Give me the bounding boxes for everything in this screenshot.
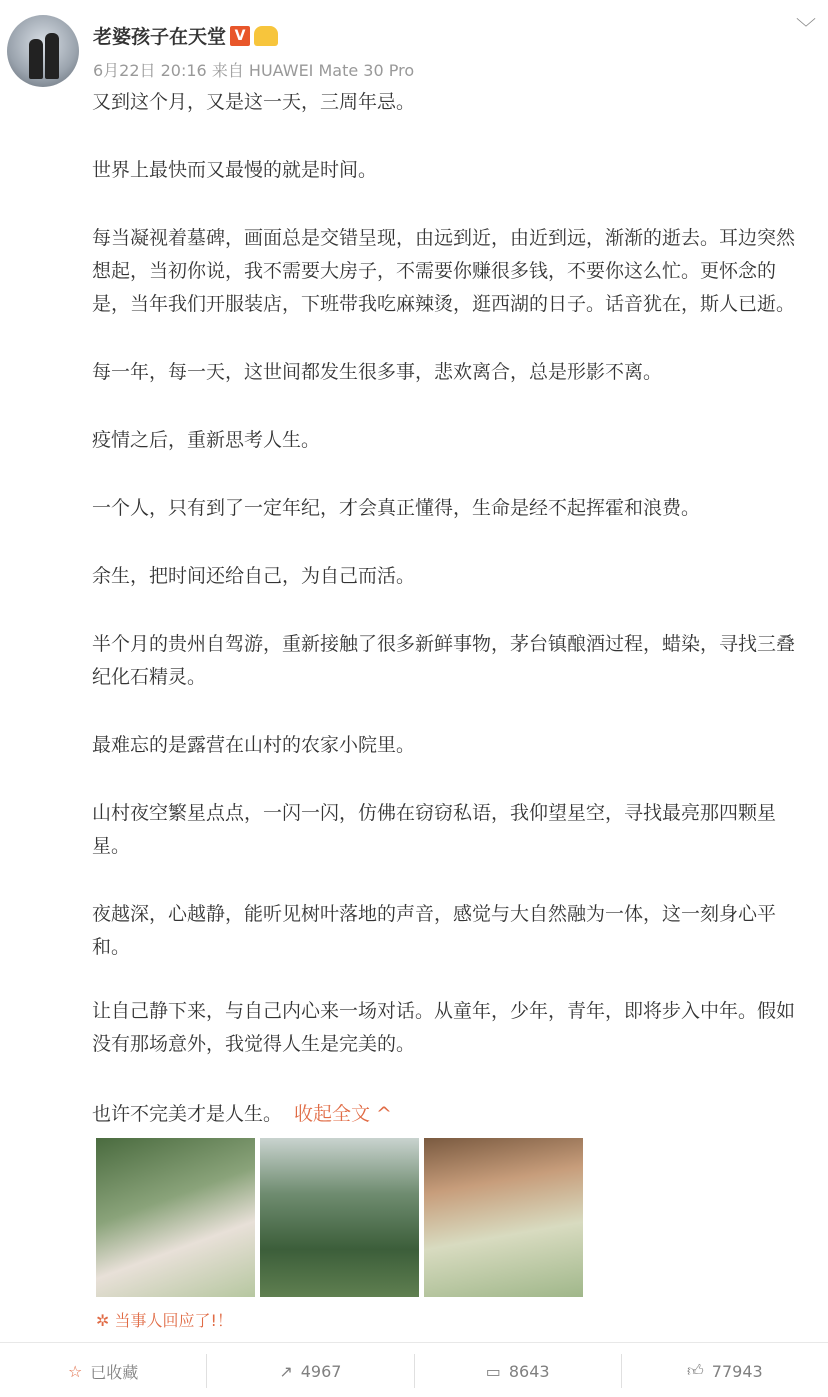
paragraph: 又到这个月，又是这一天，三周年忌。 xyxy=(92,91,416,113)
like-button[interactable] xyxy=(622,1354,828,1388)
paragraph: 疫情之后，重新思考人生。 xyxy=(92,429,321,451)
verified-badge-icon: V xyxy=(230,26,250,46)
paragraph: 每一年，每一天，这世间都发生很多事，悲欢离合，总是形影不离。 xyxy=(92,361,663,383)
last-line-text: 也许不完美才是人生。 xyxy=(92,1103,283,1125)
paragraph: 每当凝视着墓碑，画面总是交错呈现，由远到近，由近到远，渐渐的逝去。耳边突然想起，当初你说，我不需要大房子，不需要你赚很多钱，不要你这么忙。更怀念的是，当年我们开服装店，下班带我吃麻辣烫，逛西湖的日子。话音犹在，斯人已逝。 xyxy=(92,227,796,315)
chevron-down-icon[interactable]: ﹀ xyxy=(796,16,816,40)
favorite-button[interactable] xyxy=(0,1354,207,1388)
author-name[interactable]: 老婆孩子在天堂 xyxy=(93,26,227,48)
post-meta xyxy=(93,58,414,81)
paragraph: 最难忘的是露营在山村的农家小院里。 xyxy=(92,734,416,756)
action-bar xyxy=(0,1354,828,1388)
paragraph: 余生，把时间还给自己，为自己而活。 xyxy=(92,565,416,587)
paragraph: 让自己静下来，与自己内心来一场对话。从童年，少年，青年，即将步入中年。假如没有那场意外，我觉得人生是完美的。 xyxy=(92,1000,796,1055)
reply-link-text: 当事人回应了!！ xyxy=(114,1311,233,1330)
paragraph: 世界上最快而又最慢的就是时间。 xyxy=(92,159,378,181)
avatar[interactable] xyxy=(7,15,79,87)
post-image[interactable] xyxy=(260,1138,419,1297)
post-body xyxy=(92,86,808,1096)
link-icon: ✲ xyxy=(96,1311,115,1330)
paragraph: 一个人，只有到了一定年纪，才会真正懂得，生命是经不起挥霍和浪费。 xyxy=(92,497,701,519)
post-image[interactable] xyxy=(424,1138,583,1297)
like-count: 77943 xyxy=(711,1361,763,1381)
paragraph: 山村夜空繁星点点，一闪一闪，仿佛在窃窃私语，我仰望星空，寻找最亮那四颗星星。 xyxy=(92,802,777,857)
repost-count: 4967 xyxy=(300,1361,342,1381)
timestamp[interactable]: 6月22日 20:16 xyxy=(93,61,207,80)
paragraph: 半个月的贵州自驾游，重新接触了很多新鲜事物，茅台镇酿酒过程，蜡染，寻找三叠纪化石精灵。 xyxy=(92,633,796,688)
paragraph: 夜越深，心越静，能听见树叶落地的声音，感觉与大自然融为一体，这一刻身心平和。 xyxy=(92,903,777,958)
repost-button[interactable] xyxy=(207,1354,414,1388)
thumbs-up-icon: 👍︎ xyxy=(687,1361,704,1380)
divider xyxy=(0,1342,828,1343)
repost-icon: ↗ xyxy=(279,1361,293,1381)
collapse-button[interactable]: 收起全文 ^ xyxy=(294,1103,392,1125)
comment-icon: ▭ xyxy=(485,1361,501,1381)
author-row xyxy=(93,22,278,49)
comment-count: 8643 xyxy=(508,1361,550,1381)
comment-button[interactable] xyxy=(415,1354,622,1388)
crown-level-icon xyxy=(254,26,278,46)
last-line xyxy=(92,1098,392,1131)
source: 来自 HUAWEI Mate 30 Pro xyxy=(211,61,415,80)
star-icon: ☆ xyxy=(67,1361,83,1381)
image-grid xyxy=(96,1138,583,1297)
favorite-label: 已收藏 xyxy=(90,1362,139,1382)
reply-link[interactable] xyxy=(96,1308,233,1331)
post-image[interactable] xyxy=(96,1138,255,1297)
